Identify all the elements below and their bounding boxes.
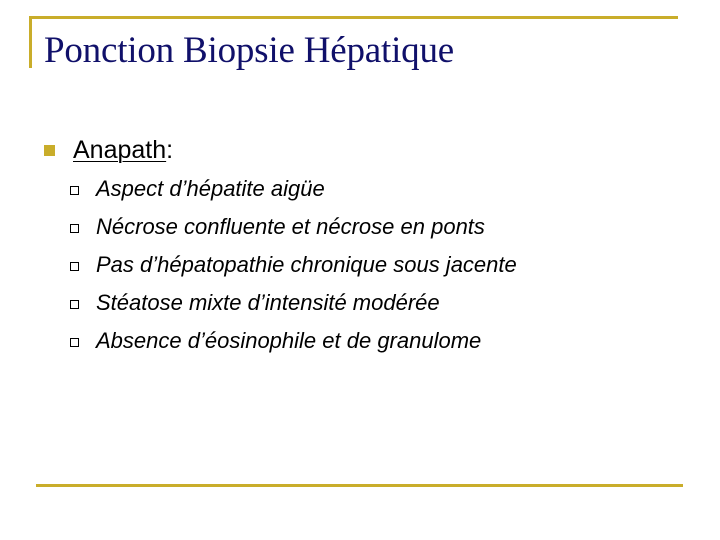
- main-bullet: [44, 131, 173, 169]
- list-item: [70, 170, 517, 208]
- main-bullet-suffix: :: [166, 135, 174, 164]
- slide-title: Ponction Biopsie Hépatique: [44, 30, 454, 71]
- sub-bullet-text: Aspect d’hépatite aigüe: [96, 176, 325, 201]
- sub-bullet-text: Absence d’éosinophile et de granulome: [96, 328, 482, 353]
- hollow-square-bullet-icon: [70, 300, 79, 309]
- sub-bullet-text: Pas d’hépatopathie chronique sous jacente: [96, 252, 517, 277]
- list-item: [70, 322, 517, 360]
- main-bullet-text: [73, 136, 173, 165]
- sub-bullet-text: Nécrose confluente et nécrose en ponts: [96, 214, 485, 239]
- hollow-square-bullet-icon: [70, 262, 79, 271]
- hollow-square-bullet-icon: [70, 186, 79, 195]
- frame-top-rule: [29, 16, 678, 19]
- frame-bottom-rule: [36, 484, 683, 487]
- list-item: [70, 284, 517, 322]
- hollow-square-bullet-icon: [70, 224, 79, 233]
- frame-left-rule: [29, 16, 32, 68]
- hollow-square-bullet-icon: [70, 338, 79, 347]
- list-item: [70, 246, 517, 284]
- square-bullet-icon: [44, 145, 55, 156]
- list-item: [70, 208, 517, 246]
- sub-bullet-list: [70, 170, 517, 360]
- main-bullet-label: Anapath: [73, 135, 167, 164]
- sub-bullet-text: Stéatose mixte d’intensité modérée: [96, 290, 440, 315]
